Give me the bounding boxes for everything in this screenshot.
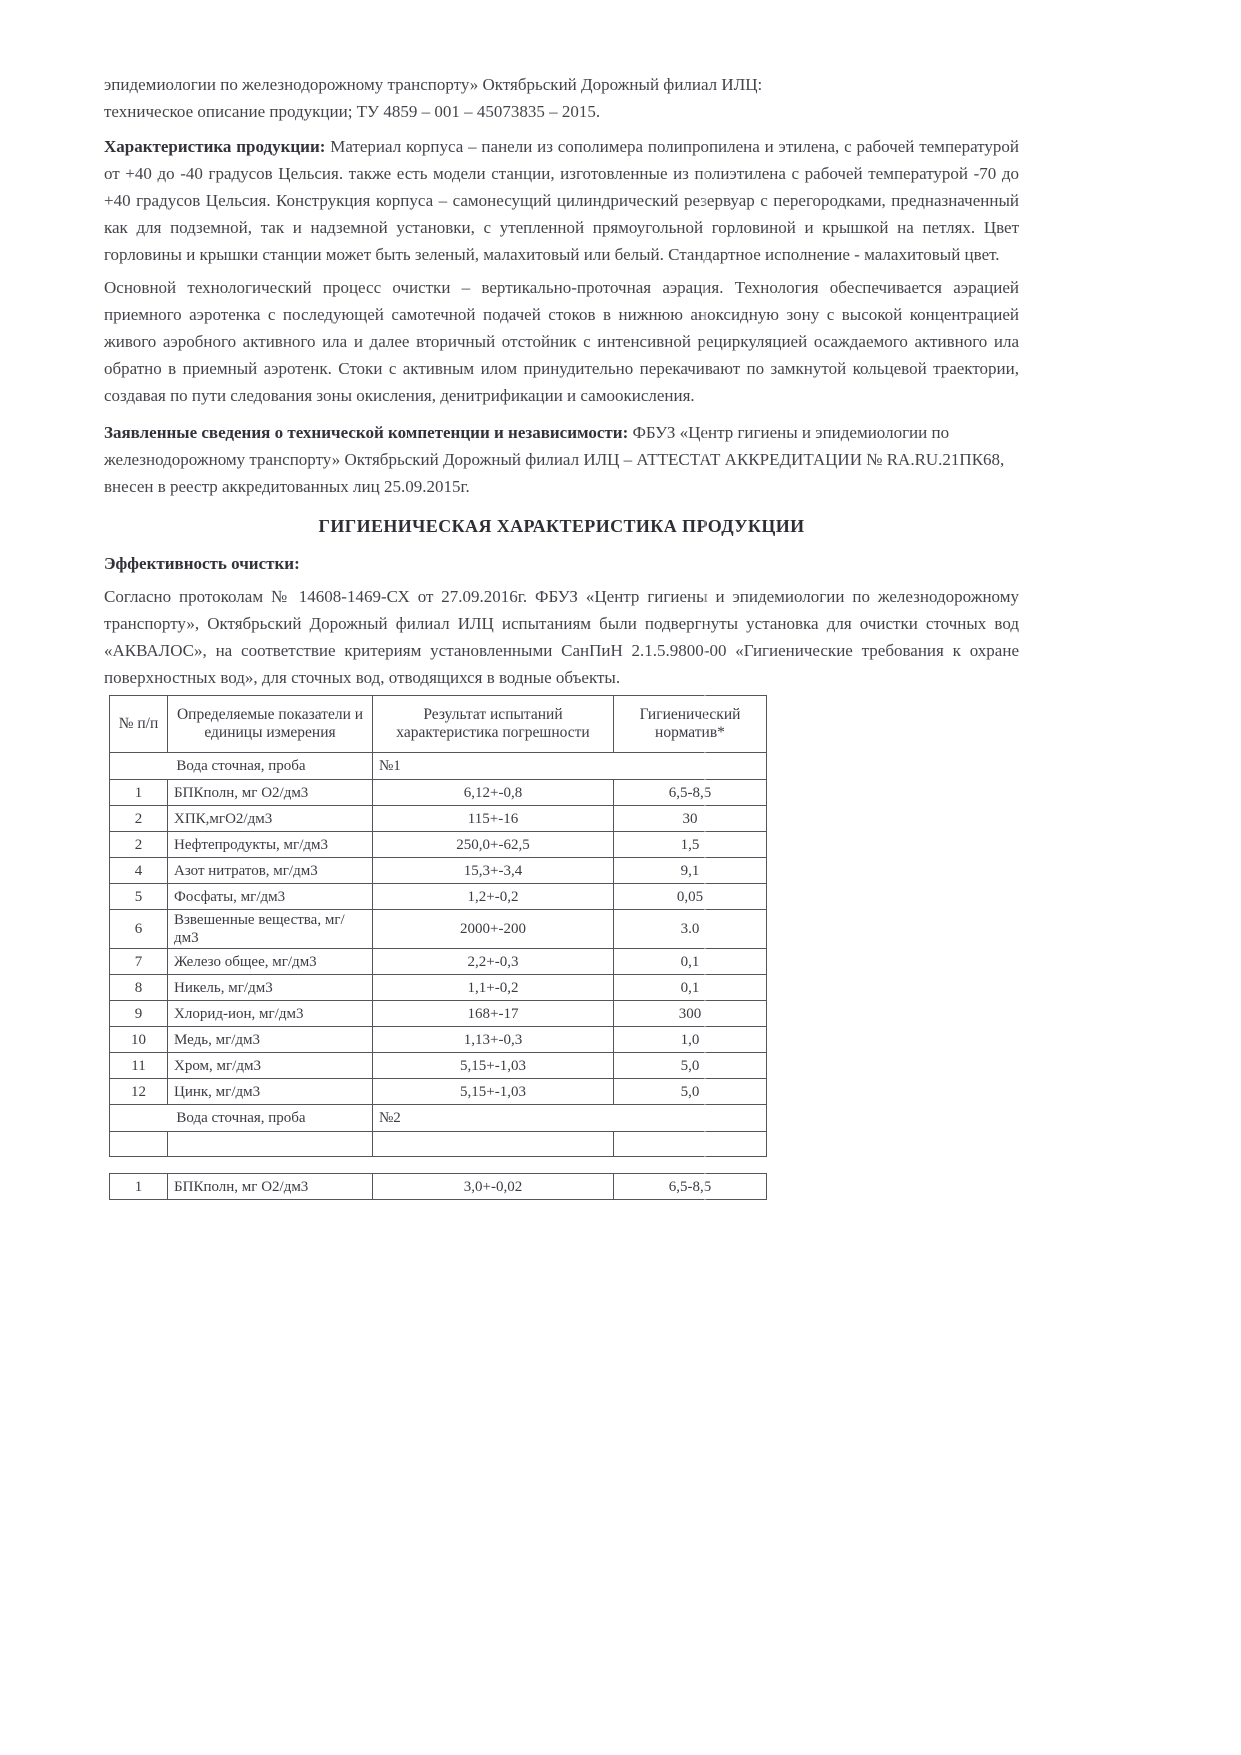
table-row [110,806,767,832]
norm-value-cell: 5,0 [614,1053,767,1079]
product-characteristics-label: Характеристика продукции: [104,137,326,156]
hygiene-section-heading: ГИГИЕНИЧЕСКАЯ ХАРАКТЕРИСТИКА ПРОДУКЦИИ [318,516,805,536]
test-result-cell: 1,2+-0,2 [373,884,614,910]
empty-cell [110,1132,168,1157]
test-result-cell: 115+-16 [373,806,614,832]
row-num-cell: 1 [110,780,168,806]
indicator-name-cell: Фосфаты, мг/дм3 [168,884,373,910]
test-result-cell: 2,2+-0,3 [373,949,614,975]
process-paragraph: Основной технологический процесс очистки – вертикально-проточная аэрация. Технология обеспечивается аэрацией приемного аэротенка с последующей самотечной подачей стоков в нижнюю аноксидную зону с высокой концентрацией живого аэробного активного ила и далее вторичный отстойник с интенсивной рециркуляцией осаждаемого активного ила обратно в приемный аэротенк. Стоки с активным илом принудительно перекачивают по замкнутой кольцевой траектории, создавая по пути следования зоны окисления, денитрификации и самоокисления. [104,278,1019,405]
table-header-row [110,696,767,753]
indicator-name-cell: Взвешенные вещества, мг/дм3 [168,910,373,949]
row-num-cell: 6 [110,910,168,949]
row-num-cell: 5 [110,884,168,910]
test-result-cell: 250,0+-62,5 [373,832,614,858]
empty-cell [373,1132,614,1157]
row-num-cell: 8 [110,975,168,1001]
test-result-cell: 1,13+-0,3 [373,1027,614,1053]
empty-row [110,1132,767,1157]
product-characteristics-text: Материал корпуса – панели из сополимера полипропилена и этилена, с рабочей температурой от +40 до -40 градусов Цельсия. также есть модели станции, изготовленные из полиэтилена с рабочей температурой -70 до +40 градусов Цельсия. Конструкция корпуса – самонесущий цилиндрический резервуар с перегородками, предназначенный как для подземной, так и надземной установки, с утепленной прямоугольной горловиной и крышкой на петлях. Цвет горловины и крышки станции может быть зеленый, малахитовый или белый. Стандартное исполнение - малахитовый цвет. [104,137,1019,264]
norm-value-cell: 1,0 [614,1027,767,1053]
indicator-name-cell: Железо общее, мг/дм3 [168,949,373,975]
indicator-name-cell: БПКполн, мг О2/дм3 [168,780,373,806]
header-norm: Гигиенический норматив* [614,696,767,753]
norm-value-cell: 6,5-8,5 [614,1174,767,1200]
intro-line-2: техническое описание продукции; ТУ 4859 – 001 – 45073835 – 2015. [104,102,601,121]
document-paper [77,77,1164,1678]
efficiency-subheading: Эффективность очистки: [104,554,300,573]
row-num-cell: 4 [110,858,168,884]
test-result-cell: 1,1+-0,2 [373,975,614,1001]
indicator-name-cell: Цинк, мг/дм3 [168,1079,373,1105]
row-num-cell: 9 [110,1001,168,1027]
sample2-section-row [110,1105,767,1132]
test-results-table [109,695,767,1200]
page-fold-line [704,162,706,1583]
spacer-row [110,1157,767,1174]
table-row [110,1027,767,1053]
sample2-label: Вода сточная, проба [110,1105,373,1132]
norm-value-cell: 0,1 [614,975,767,1001]
spacer-cell [110,1157,767,1174]
test-result-cell: 15,3+-3,4 [373,858,614,884]
table-row [110,884,767,910]
table-row [110,1079,767,1105]
indicator-name-cell: БПКполн, мг О2/дм3 [168,1174,373,1200]
table-row [110,1001,767,1027]
row-num-cell: 1 [110,1174,168,1200]
test-result-cell: 2000+-200 [373,910,614,949]
table-row [110,949,767,975]
table-row [110,832,767,858]
indicator-name-cell: Хлорид-ион, мг/дм3 [168,1001,373,1027]
norm-value-cell: 300 [614,1001,767,1027]
row-num-cell: 10 [110,1027,168,1053]
indicator-name-cell: Никель, мг/дм3 [168,975,373,1001]
test-result-cell: 3,0+-0,02 [373,1174,614,1200]
norm-value-cell: 3.0 [614,910,767,949]
norm-value-cell: 1,5 [614,832,767,858]
norm-value-cell: 0,05 [614,884,767,910]
header-result: Результат испытаний характеристика погрешности [373,696,614,753]
empty-cell [614,1132,767,1157]
table-row [110,1053,767,1079]
table-row [110,780,767,806]
header-indicators: Определяемые показатели и единицы измерения [168,696,373,753]
norm-value-cell: 6,5-8,5 [614,780,767,806]
table-row [110,858,767,884]
row-num-cell: 11 [110,1053,168,1079]
test-result-cell: 5,15+-1,03 [373,1053,614,1079]
intro-line-1: эпидемиологии по железнодорожному транспорту» Октябрьский Дорожный филиал ИЛЦ: [104,77,763,94]
indicator-name-cell: Хром, мг/дм3 [168,1053,373,1079]
test-result-cell: 168+-17 [373,1001,614,1027]
sample1-number: №1 [373,753,767,780]
table-row [110,975,767,1001]
norm-value-cell: 5,0 [614,1079,767,1105]
document-content [77,77,1164,1200]
norm-value-cell: 0,1 [614,949,767,975]
competence-text: ФБУЗ «Центр гигиены и эпидемиологии по железнодорожному транспорту» Октябрьский Дорожный филиал ИЛЦ – АТТЕСТАТ АККРЕДИТАЦИИ № RA.RU.21ПК68, внесен в реестр аккредитованных лиц 25.09.2015г. [104,423,1005,496]
norm-value-cell: 30 [614,806,767,832]
row-num-cell: 2 [110,832,168,858]
indicator-name-cell: Нефтепродукты, мг/дм3 [168,832,373,858]
norm-value-cell: 9,1 [614,858,767,884]
test-result-cell: 5,15+-1,03 [373,1079,614,1105]
indicator-name-cell: Медь, мг/дм3 [168,1027,373,1053]
indicator-name-cell: Азот нитратов, мг/дм3 [168,858,373,884]
product-characteristics-paragraph [104,133,1019,268]
test-result-cell: 6,12+-0,8 [373,780,614,806]
row-num-cell: 2 [110,806,168,832]
sample1-label: Вода сточная, проба [110,753,373,780]
row-num-cell: 7 [110,949,168,975]
sample2-number: №2 [373,1105,767,1132]
table-row [110,1174,767,1200]
indicator-name-cell: ХПК,мгО2/дм3 [168,806,373,832]
table-row [110,910,767,949]
competence-paragraph [104,419,1019,500]
protocols-paragraph: Согласно протоколам № 14608-1469-СХ от 27.09.2016г. ФБУЗ «Центр гигиены и эпидемиологии по железнодорожному транспорту», Октябрьский Дорожный филиал ИЛЦ испытаниям были подвергнуты установка для очистки сточных вод «АКВАЛОС», на соответствие критериям установленными СанПиН 2.1.5.9800-00 «Гигиенические требования к охране поверхностных вод», для сточных вод, отводящихся в водные объекты. [104,587,1019,687]
row-num-cell: 12 [110,1079,168,1105]
sample1-section-row [110,753,767,780]
intro-paragraph [104,77,1019,125]
competence-label: Заявленные сведения о технической компетенции и независимости: [104,423,629,442]
header-num: № п/п [110,696,168,753]
empty-cell [168,1132,373,1157]
